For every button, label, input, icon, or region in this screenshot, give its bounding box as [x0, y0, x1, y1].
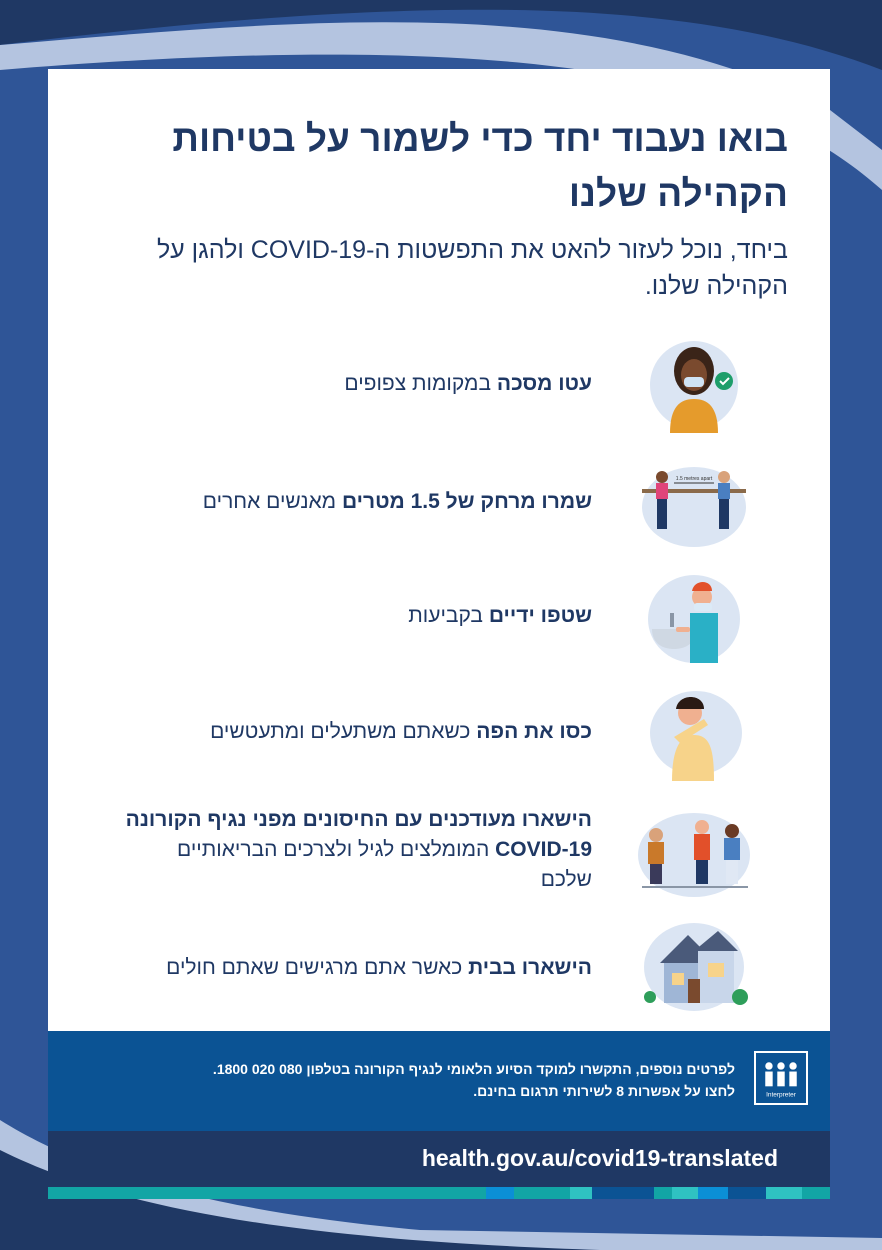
woman-mask-icon: [634, 337, 754, 433]
content-card: [48, 69, 830, 1031]
physical-distance-icon: [634, 455, 754, 551]
info-line-1: לפרטים נוספים, התקשרו למוקד הסיוע הלאומי לנגיף הקורונה בטלפון 080 020 1800.: [212, 1061, 735, 1077]
distance-label: 1.5 metres apart: [675, 476, 713, 482]
page-title: בואו נעבוד יחד כדי לשמור על בטיחות הקהילה שלנו: [172, 118, 788, 214]
item-text: שטפו ידיים בקביעות: [408, 604, 592, 627]
item-text: כסו את הפה כשאתם משתעלים ומתעטשים: [210, 720, 592, 743]
handwashing-icon: [634, 569, 754, 665]
item-text: עטו מסכה במקומות צפופים: [344, 372, 592, 395]
intro-text: ביחד, נוכל לעזור להאט את התפשטות ה-COVID-19 ולהגן על הקהילה שלנו.: [156, 236, 788, 300]
cough-elbow-icon: [634, 685, 754, 781]
item-text: הישארו מעודכנים עם החיסונים מפני נגיף הקורונה COVID-19 המומלצים לגיל ולצרכים הבריאותיים שלכם: [125, 808, 592, 891]
house-icon: [634, 917, 754, 1013]
info-text: [75, 1058, 735, 1102]
interpreter-icon: [754, 1051, 808, 1105]
color-stripe: [48, 1187, 830, 1199]
info-line-2: לחצו על אפשרות 8 לשירותי תרגום בחינם.: [473, 1083, 735, 1099]
interpreter-label: Interpreter: [766, 1091, 796, 1099]
item-text: שמרו מרחק של 1.5 מטרים מאנשים אחרים: [202, 490, 592, 513]
item-text: הישארו בבית כאשר אתם מרגישים שאתם חולים: [166, 956, 592, 979]
vaccination-icon: [634, 805, 754, 901]
info-bar: [48, 1031, 830, 1131]
url-bar: [48, 1131, 830, 1187]
website-link[interactable]: health.gov.au/covid19-translated: [421, 1145, 778, 1171]
